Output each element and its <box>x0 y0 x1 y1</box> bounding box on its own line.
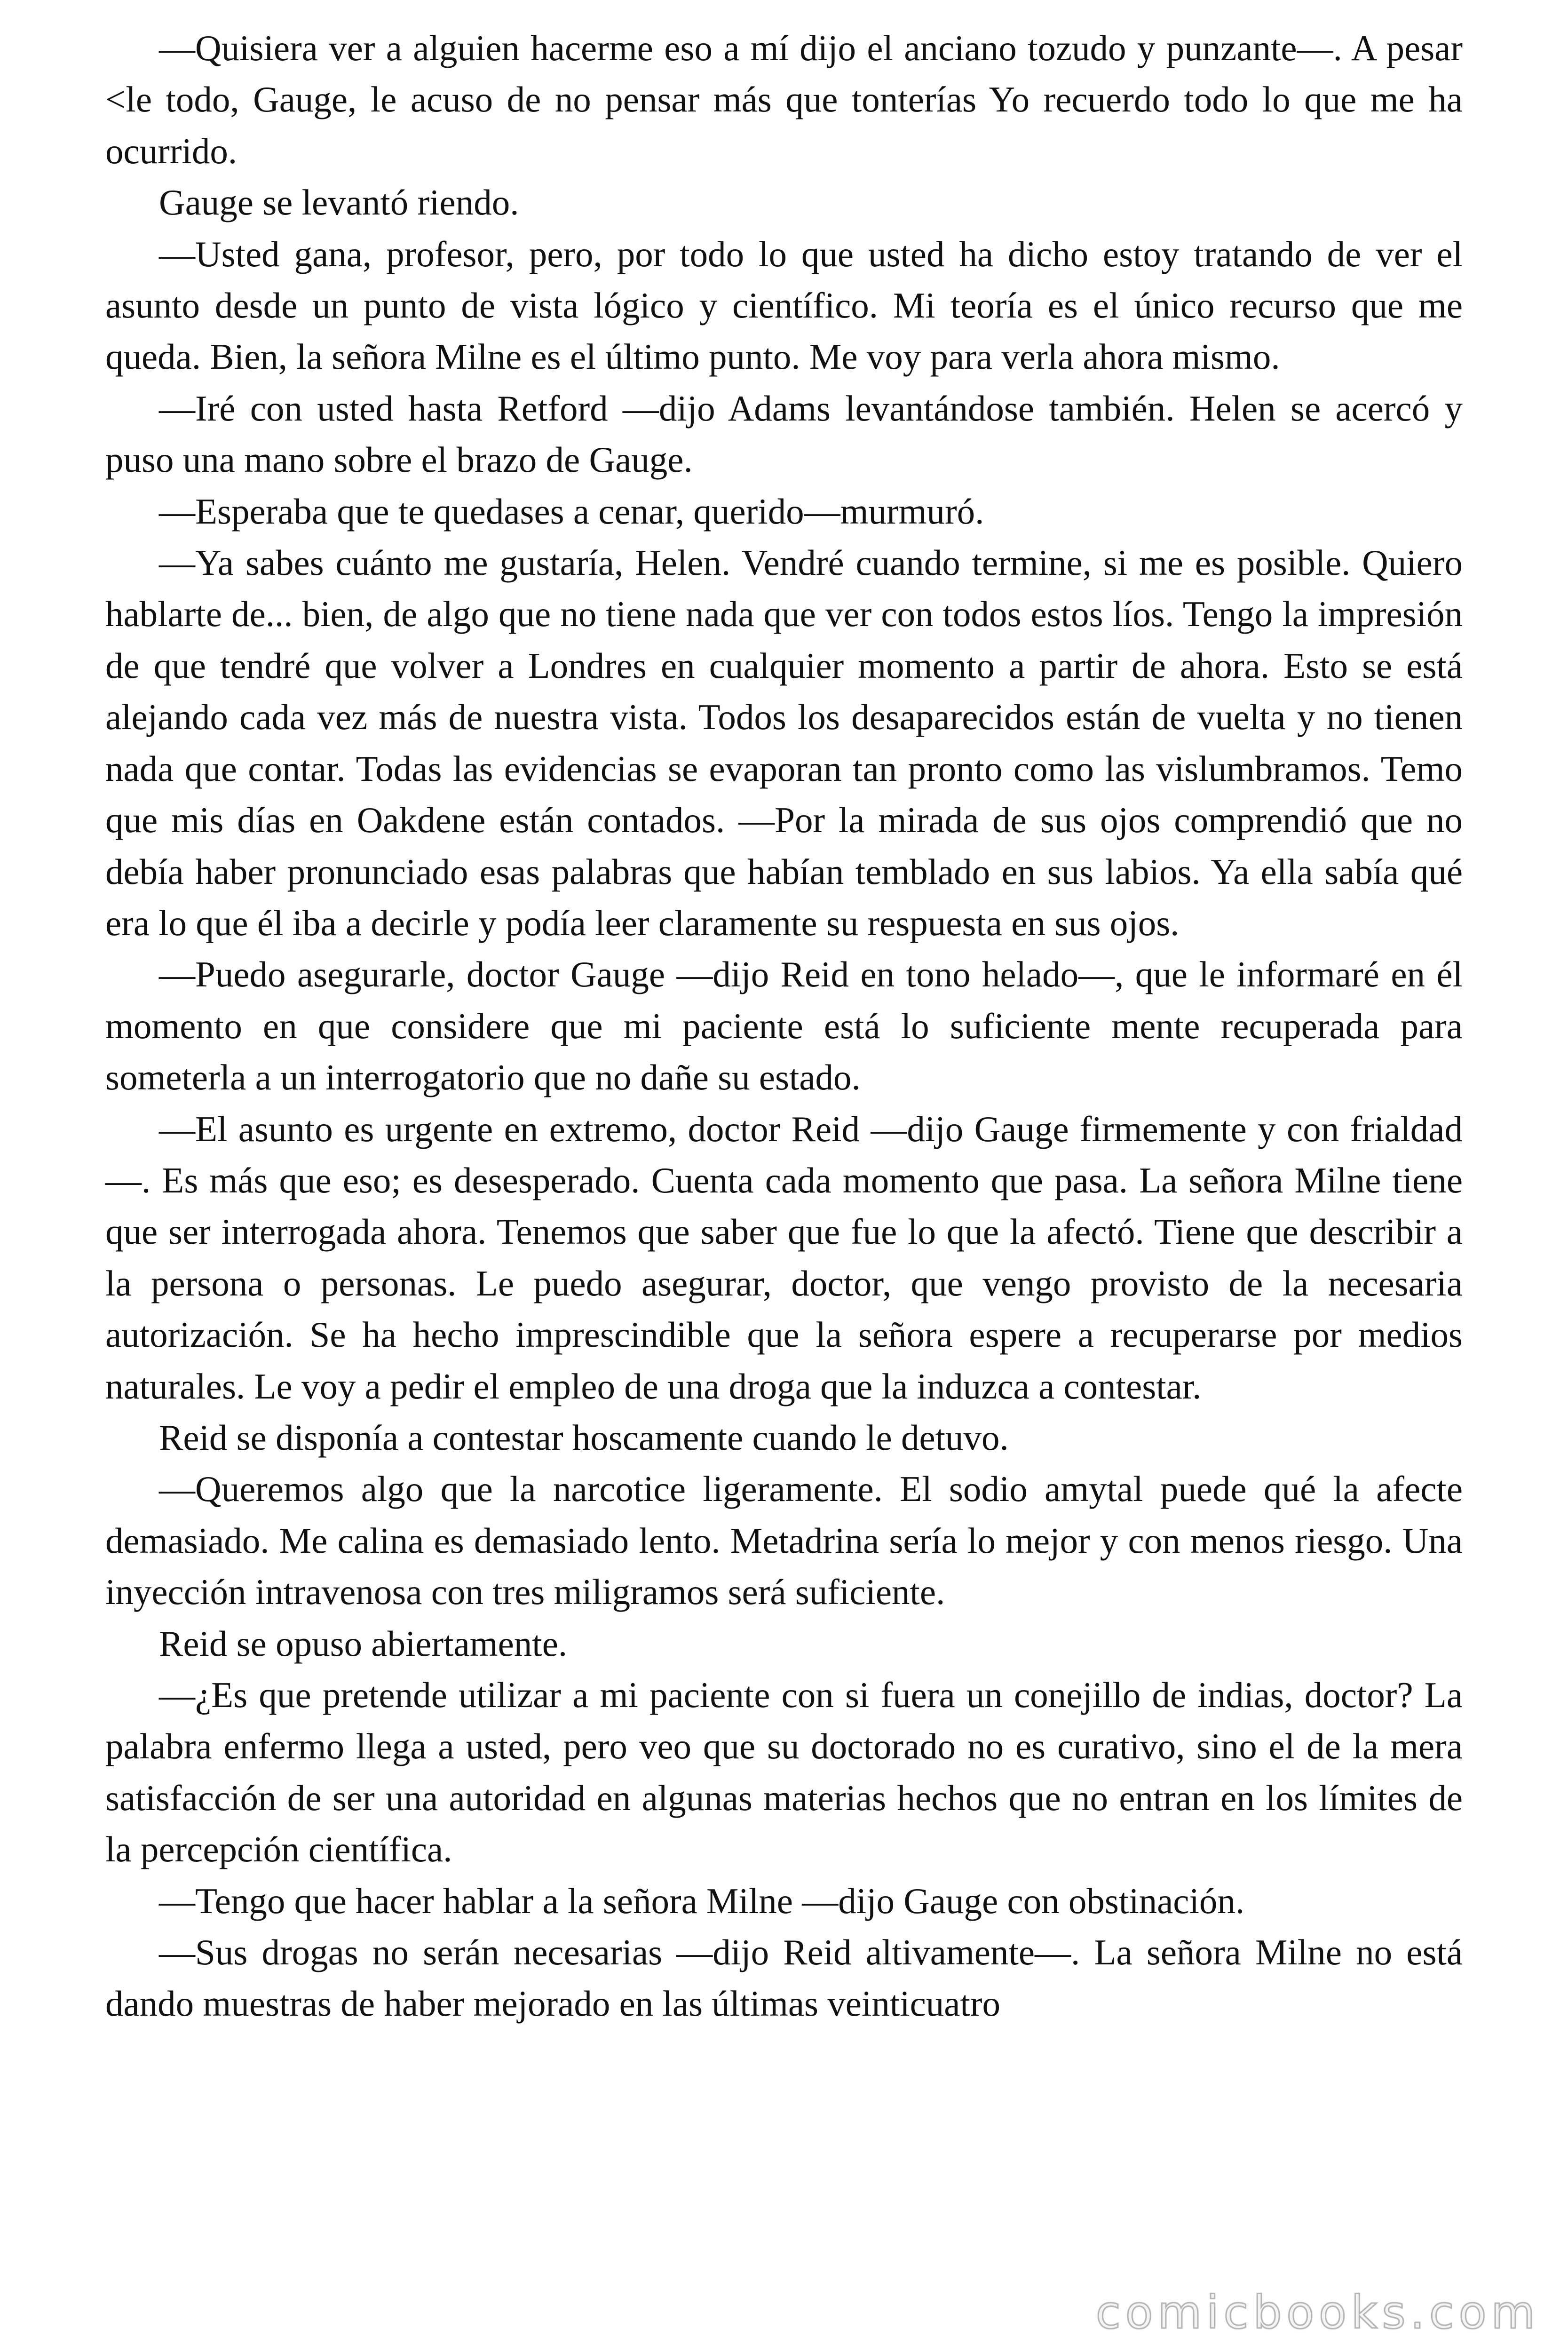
paragraph: Gauge se levantó riendo. <box>159 182 519 223</box>
paragraph: —Usted gana, profesor, pero, por todo lo que usted ha dicho estoy tratando de ver el asunto desde un punto de vista lógico y científico. Mi teoría es el único recurso que me queda. Bien, la señora Milne es el último punto. Me voy para verla ahora mismo. <box>105 233 1463 377</box>
paragraph: —Iré con usted hasta Retford —dijo Adams levantándose también. Helen se acercó y puso una mano sobre el brazo de Gauge. <box>105 388 1463 480</box>
paragraph: —Queremos algo que la narcotice ligeramente. El sodio amytal puede qué la afecte demasiado. Me calina es demasiado lento. Metadrina sería lo mejor y con menos riesgo. Una inyección intravenosa con tres miligramos será suficiente. <box>105 1469 1463 1613</box>
paragraph: —¿Es que pretende utilizar a mi paciente con si fuera un conejillo de indias, doctor? La palabra enfermo llega a usted, pero veo que su doctorado no es curativo, sino el de la mera satisfacción de ser una autoridad en algunas materias hechos que no entran en los límites de la percepción científica. <box>105 1675 1463 1870</box>
paragraph: —Puedo asegurarle, doctor Gauge —dijo Reid en tono helado—, que le informaré en él momento en que considere que mi paciente está lo suficiente mente recuperada para someterla a un interrogatorio que no dañe su estado. <box>105 954 1463 1098</box>
paragraph: Reid se disponía a contestar hoscamente cuando le detuvo. <box>159 1417 1009 1458</box>
paragraph: —Esperaba que te quedases a cenar, querido—murmuró. <box>159 491 984 532</box>
watermark-logo: comicbooks.com <box>1095 2286 1540 2339</box>
paragraph: —Sus drogas no serán necesarias —dijo Reid altivamente—. La señora Milne no está dando muestras de haber mejorado en las últimas veinticuatro <box>105 1932 1463 2024</box>
book-page-text <box>105 23 1463 2323</box>
paragraph: —Tengo que hacer hablar a la señora Milne —dijo Gauge con obstinación. <box>159 1880 1245 1921</box>
paragraph: —El asunto es urgente en extremo, doctor Reid —dijo Gauge firmemente y con frialdad—. Es más que eso; es desesperado. Cuenta cada momento que pasa. La señora Milne tiene que ser interrogada ahora. Tenemos que saber que fue lo que la afectó. Tiene que describir a la persona o personas. Le puedo asegurar, doctor, que vengo provisto de la necesaria autorización. Se ha hecho imprescindible que la señora espere a recuperarse por medios naturales. Le voy a pedir el empleo de una droga que la induzca a contestar. <box>105 1108 1463 1406</box>
paragraph: Reid se opuso abiertamente. <box>159 1623 568 1664</box>
paragraph: —Quisiera ver a alguien hacerme eso a mí dijo el anciano tozudo y punzante—. A pesar <le todo, Gauge, le acuso de no pensar más que tonterías Yo recuerdo todo lo que me ha ocurrido. <box>105 28 1463 171</box>
paragraph: —Ya sabes cuánto me gustaría, Helen. Vendré cuando termine, si me es posible. Quiero hablarte de... bien, de algo que no tiene nada que ver con todos estos líos. Tengo la impresión de que tendré que volver a Londres en cualquier momento a partir de ahora. Esto se está alejando cada vez más de nuestra vista. Todos los desaparecidos están de vuelta y no tienen nada que contar. Todas las evidencias se evaporan tan pronto como las vislumbramos. Temo que mis días en Oakdene están contados. —Por la mirada de sus ojos comprendió que no debía haber pronunciado esas palabras que habían temblado en sus labios. Ya ella sabía qué era lo que él iba a decirle y podía leer claramente su respuesta en sus ojos. <box>105 542 1463 943</box>
